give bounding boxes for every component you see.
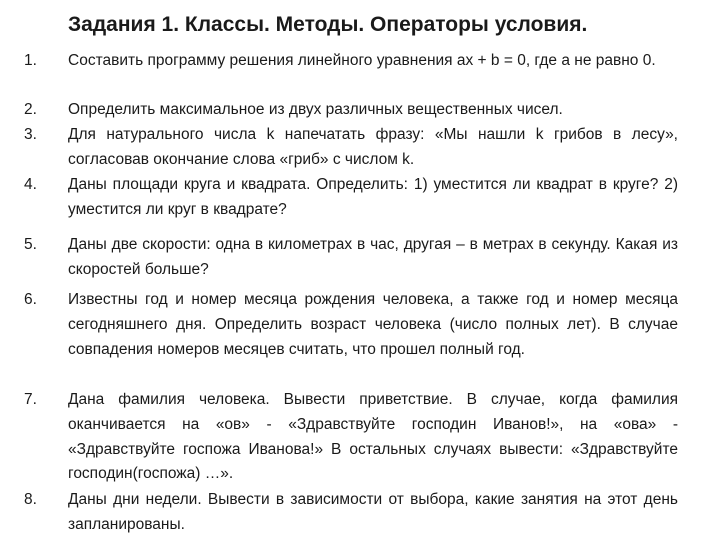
task-text: Известны год и номер месяца рождения человека, а также год и номер месяца сегодняшнего дня. Определить возраст человека (число полных лет). В случае совпадения номеров месяцев считать, что прошел полный год. <box>68 291 678 358</box>
task-text: Для натурального числа k напечатать фразу: «Мы нашли k грибов в лесу», согласовав окончание слова «гриб» с числом k. <box>68 126 678 168</box>
task-number: 3. <box>24 126 37 143</box>
task-text: Даны площади круга и квадрата. Определить: 1) уместится ли квадрат в круге? 2) уместится ли круг в квадрате? <box>68 176 678 218</box>
task-text: Составить программу решения линейного уравнения ax + b = 0, где a не равно 0. <box>68 52 656 69</box>
task-text: Даны две скорости: одна в километрах в час, другая – в метрах в секунду. Какая из скоростей больше? <box>68 236 678 278</box>
task-number: 7. <box>24 391 37 408</box>
task-number: 5. <box>24 236 37 253</box>
task-number: 4. <box>24 176 37 193</box>
task-text: Определить максимальное из двух различных вещественных чисел. <box>68 101 563 118</box>
task-number: 1. <box>24 52 37 69</box>
page-title: Задания 1. Классы. Методы. Операторы условия. <box>68 13 588 36</box>
task-text: Даны дни недели. Вывести в зависимости от выбора, какие занятия на этот день запланированы. <box>68 491 678 533</box>
task-number: 8. <box>24 491 37 508</box>
task-text: Дана фамилия человека. Вывести приветствие. В случае, когда фамилия оканчивается на «ов» - «Здравствуйте господин Иванов!», на «ова» - «Здравствуйте госпожа Иванова!» В остальных случаях вывести: «Здравствуйте господин(госпожа) …». <box>68 391 678 483</box>
task-number: 2. <box>24 101 37 118</box>
task-number: 6. <box>24 291 37 308</box>
